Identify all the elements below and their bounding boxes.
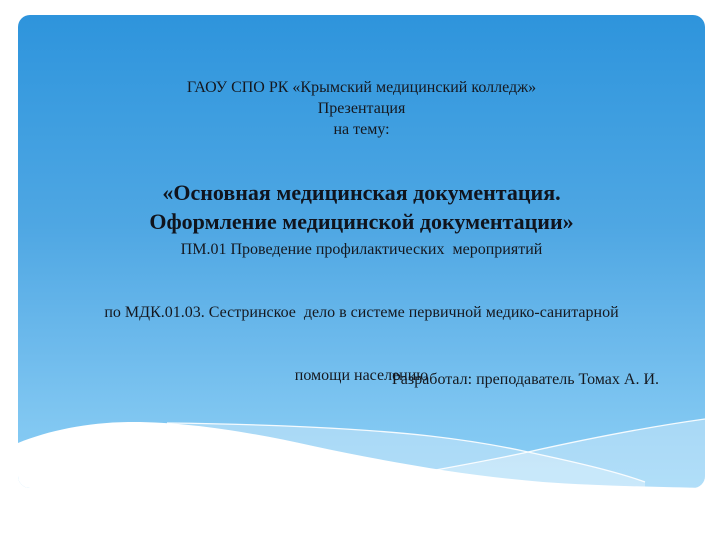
slide-title	[18, 178, 705, 236]
slide-header	[18, 77, 705, 140]
author-credit: Разработал: преподаватель Томах А. И.	[391, 371, 659, 388]
header-topic-label: на тему:	[333, 121, 390, 138]
subtitle-module: ПМ.01 Проведение профилактических мероприятий	[180, 241, 543, 258]
subtitle-course-line-1: по МДК.01.03. Сестринское дело в системе первичной медико-санитарной	[104, 304, 619, 321]
header-org-name: ГАОУ СПО РК «Крымский медицинский колледж»	[186, 79, 537, 96]
slide-blue-panel	[18, 15, 705, 488]
header-presentation-label: Презентация	[317, 100, 406, 117]
subtitle-course-line-2: помощи населению	[294, 367, 429, 384]
title-line-1: «Основная медицинская документация.	[162, 180, 561, 205]
title-line-2: Оформление медицинской документации»	[149, 209, 574, 234]
subtitle-course	[18, 260, 705, 428]
